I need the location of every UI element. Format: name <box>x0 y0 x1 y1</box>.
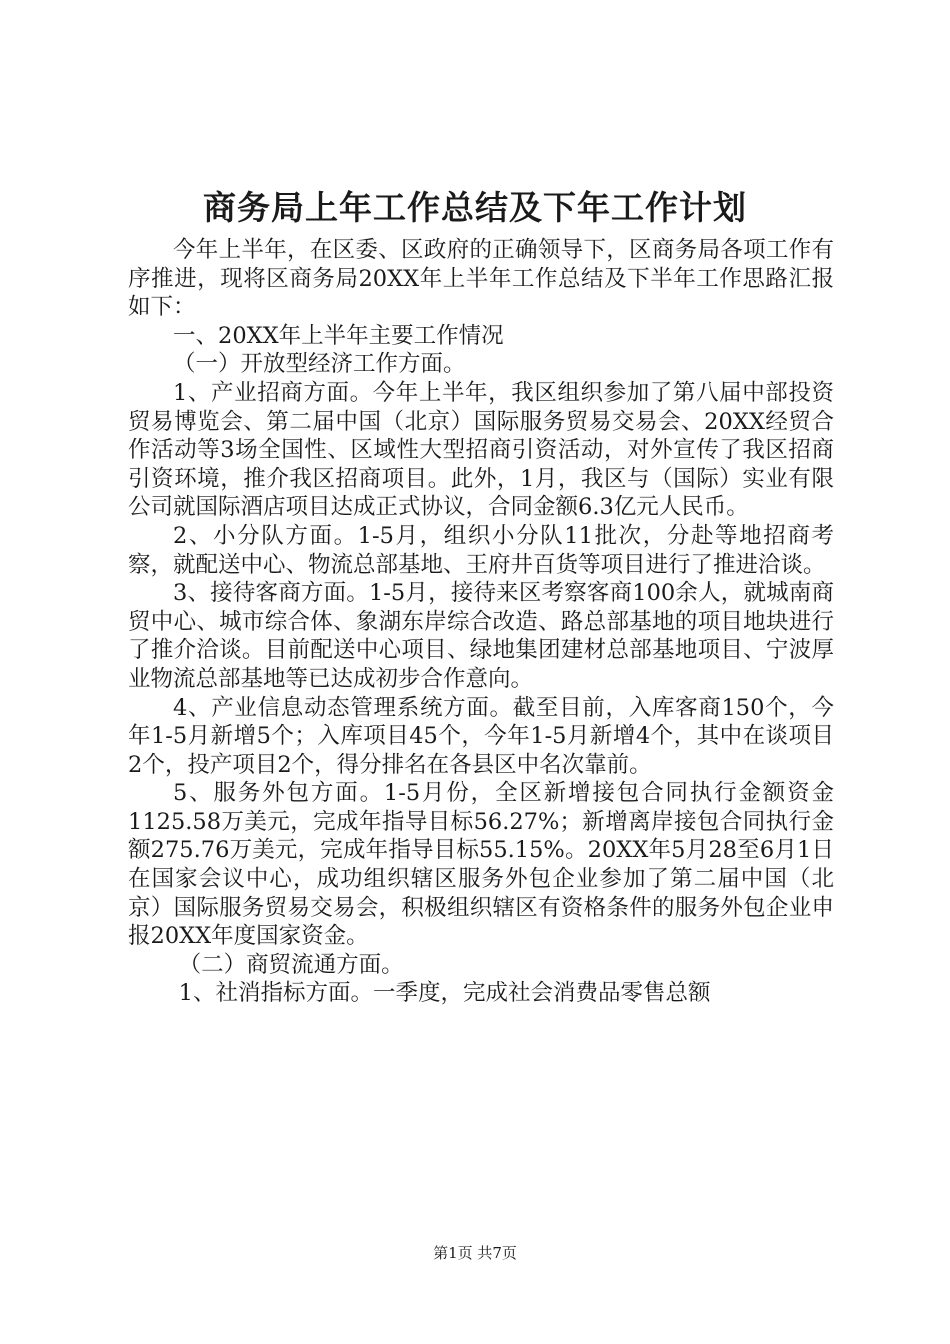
section-heading: 一、20XX年上半年主要工作情况 <box>173 322 504 349</box>
body-paragraph: 1、社消指标方面。一季度，完成社会消费品零售总额 <box>178 980 711 1007</box>
body-paragraph: 4、产业信息动态管理系统方面。截至目前，入库客商150个，今年1-5月新增5个；入库项目45个，今年1-5月新增4个，其中在谈项目2个，投产项目2个，得分排名在各县区中名次靠前。 <box>128 694 834 778</box>
intro-paragraph: 今年上半年，在区委、区政府的正确领导下，区商务局各项工作有序推进，现将区商务局20XX年上半年工作总结及下半年工作思路汇报如下： <box>128 237 834 321</box>
body-paragraph: 1、产业招商方面。今年上半年，我区组织参加了第八届中部投资贸易博览会、第二届中国（北京）国际服务贸易交易会、20XX经贸合作活动等3场全国性、区域性大型招商引资活动，对外宣传了我区招商引资环境，推介我区招商项目。此外，1月，我区与（国际）实业有限公司就国际酒店项目达成正式协议，合同金额6.3亿元人民币。 <box>128 379 834 521</box>
body-paragraph: 5、服务外包方面。1-5月份，全区新增接包合同执行金额资金1125.58万美元，完成年指导目标56.27%；新增离岸接包合同执行金额275.76万美元，完成年指导目标55.15%。20XX年5月28至6月1日在国家会议中心，成功组织辖区服务外包企业参加了第二届中国（北京）国际服务贸易交易会，积极组织辖区有资格条件的服务外包企业申报20XX年度国家资金。 <box>128 780 834 950</box>
body-paragraph: 3、接待客商方面。1-5月，接待来区考察客商100余人，就城南商贸中心、城市综合体、象湖东岸综合改造、路总部基地的项目地块进行了推介洽谈。目前配送中心项目、绿地集团建材总部基地项目、宁波厚业物流总部基地等已达成初步合作意向。 <box>128 580 834 692</box>
subsection-heading: （一）开放型经济工作方面。 <box>173 351 466 378</box>
document-title: 商务局上年工作总结及下年工作计划 <box>203 188 747 227</box>
body-paragraph: 2、小分队方面。1-5月，组织小分队11批次，分赴等地招商考察，就配送中心、物流总部基地、王府井百货等项目进行了推进洽谈。 <box>128 522 834 578</box>
subsection-heading: （二）商贸流通方面。 <box>178 951 404 978</box>
document-body <box>128 236 834 1008</box>
page-number-footer: 第1页 共7页 <box>433 1244 517 1262</box>
